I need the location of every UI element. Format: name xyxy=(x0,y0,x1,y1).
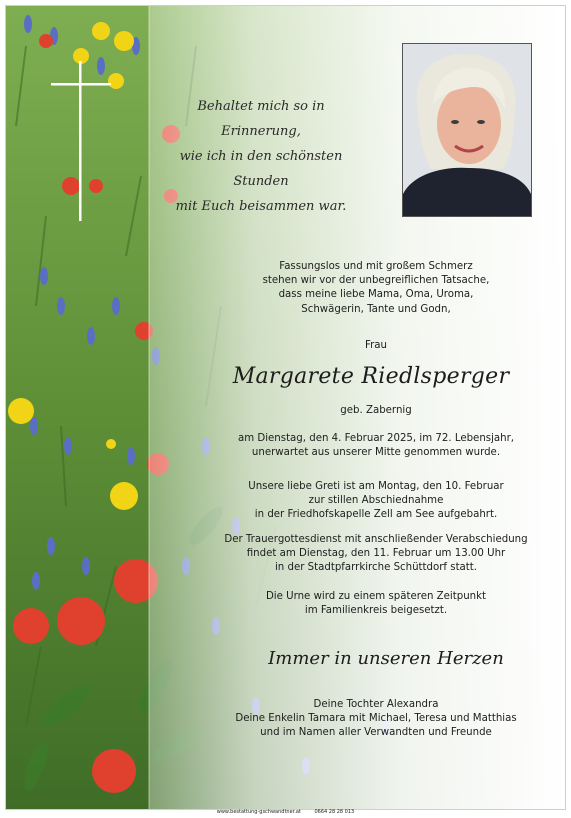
urn-line: im Familienkreis beigesetzt. xyxy=(304,605,448,617)
portrait-figure xyxy=(403,44,531,216)
footer-website: www.bestattung-gschwandtner.at xyxy=(216,809,301,815)
urn-notice xyxy=(211,590,541,618)
mourners-list xyxy=(211,698,541,741)
service-line: findet am Dienstag, den 11. Februar um 13.00 Uhr xyxy=(246,548,506,560)
verse-line: Behaltet mich so in Erinnerung, xyxy=(197,99,325,139)
portrait-photo xyxy=(402,43,532,217)
footer-phone: 0664 28 28 013 xyxy=(314,809,355,815)
intro-line: Fassungslos und mit großem Schmerz xyxy=(279,261,473,272)
birth-name: geb. Zabernig xyxy=(340,405,412,416)
memorial-verse xyxy=(156,94,366,219)
death-line: unerwartet aus unserer Mitte genommen wurde. xyxy=(251,447,501,459)
intro-line: dass meine liebe Mama, Oma, Uroma, xyxy=(278,289,474,301)
urn-line: Die Urne wird zu einem späteren Zeitpunkt xyxy=(265,591,487,602)
service-line: Der Trauergottesdienst mit anschließender Verabschiedung xyxy=(224,534,528,545)
service-line: in der Stadtpfarrkirche Schüttdorf statt. xyxy=(274,562,478,574)
mourner-line: Deine Enkelin Tamara mit Michael, Teresa und Matthias xyxy=(235,713,517,725)
footer xyxy=(0,809,571,815)
intro-line: Schwägerin, Tante und Godn, xyxy=(301,303,451,315)
intro-paragraph xyxy=(211,260,541,317)
memorial-motto: Immer in unseren Herzen xyxy=(268,648,504,669)
cross-icon xyxy=(51,61,111,221)
death-notice xyxy=(211,432,541,460)
death-line: am Dienstag, den 4. Februar 2025, im 72. Lebensjahr, xyxy=(237,433,515,444)
salutation: Frau xyxy=(364,340,387,351)
viewing-line: in der Friedhofskapelle Zell am See aufgebahrt. xyxy=(254,509,498,521)
verse-line: mit Euch beisammen war. xyxy=(175,199,347,214)
deceased-name: Margarete Riedlsperger xyxy=(232,364,510,389)
mourner-line: und im Namen aller Verwandten und Freunde xyxy=(260,727,492,739)
service-notice xyxy=(211,533,541,576)
viewing-line: Unsere liebe Greti ist am Montag, den 10. Februar xyxy=(248,481,504,492)
viewing-notice xyxy=(211,480,541,523)
intro-line: stehen wir vor der unbegreiflichen Tatsache, xyxy=(262,275,490,287)
viewing-line: zur stillen Abschiednahme xyxy=(308,495,444,507)
verse-line: wie ich in den schönsten Stunden xyxy=(179,149,343,189)
obituary-card xyxy=(5,5,566,810)
mourner-line: Deine Tochter Alexandra xyxy=(313,699,439,710)
